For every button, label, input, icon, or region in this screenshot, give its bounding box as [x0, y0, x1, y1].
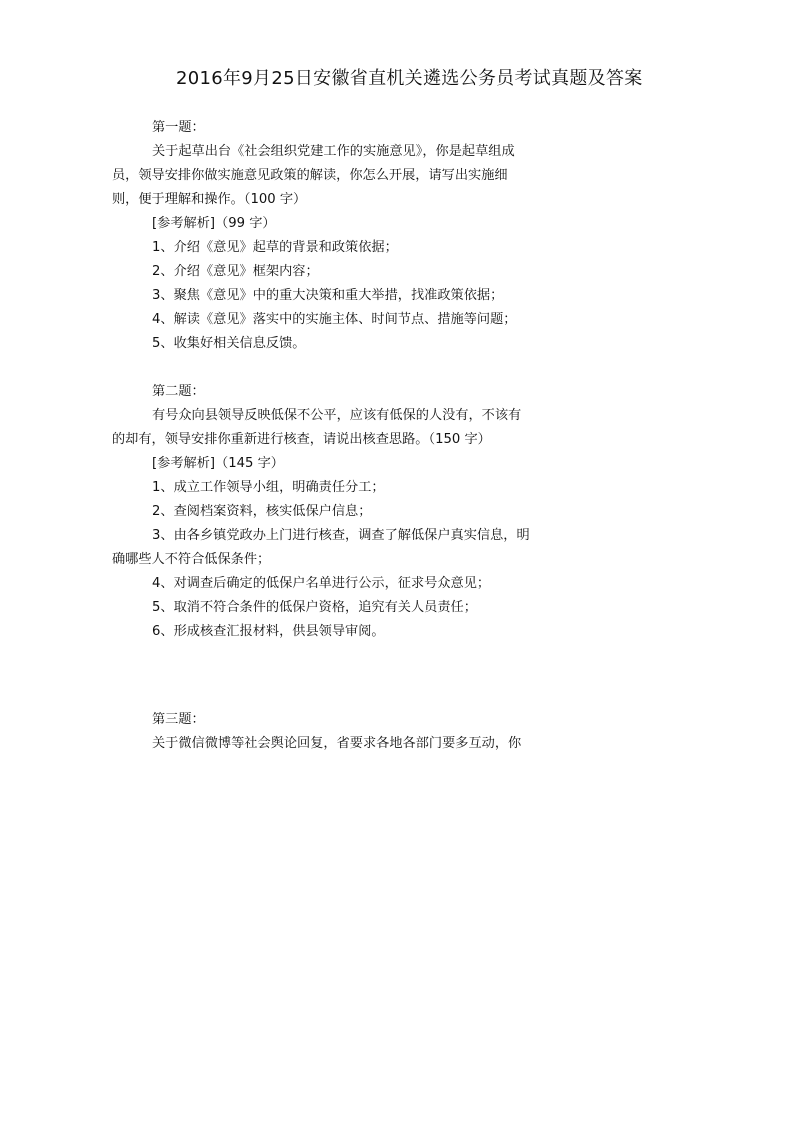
document-body — [112, 116, 552, 756]
q1-answer-heading: [参考解析]（99 字） — [152, 216, 276, 231]
q2-answer-item: 6、形成核查汇报材料，供县领导审阅。 — [152, 624, 385, 639]
q2-answer-item: 4、对调查后确定的低保户名单进行公示，征求号众意见； — [152, 576, 491, 591]
q1-answer-item: 1、介绍《意见》起草的背景和政策依据； — [152, 240, 398, 255]
q2-line: 有号众向县领导反映低保不公平，应该有低保的人没有，不该有 — [152, 408, 522, 423]
spacer — [112, 644, 552, 708]
q2-answer-item: 5、取消不符合条件的低保户资格，追究有关人员责任； — [152, 600, 477, 615]
q1-line: 员，领导安排你做实施意见政策的解读，你怎么开展，请写出实施细 — [112, 168, 508, 183]
q1-answer-item: 5、收集好相关信息反馈。 — [152, 336, 306, 351]
q1-answer-item: 2、介绍《意见》框架内容； — [152, 264, 319, 279]
q2-answer-item: 确哪些人不符合低保条件； — [112, 552, 271, 567]
q3-line: 关于微信微博等社会舆论回复，省要求各地各部门要多互动，你 — [152, 736, 522, 751]
q1-heading: 第一题： — [152, 120, 205, 135]
q2-answer-item: 1、成立工作领导小组，明确责任分工； — [152, 480, 385, 495]
q1-answer-item: 4、解读《意见》落实中的实施主体、时间节点、措施等问题； — [152, 312, 517, 327]
q2-answer-item: 3、由各乡镇党政办上门进行核查，调查了解低保户真实信息，明 — [152, 528, 530, 543]
q2-answer-heading: [参考解析]（145 字） — [152, 456, 284, 471]
q2-heading: 第二题： — [152, 384, 205, 399]
q1-answer-item: 3、聚焦《意见》中的重大决策和重大举措，找准政策依据； — [152, 288, 504, 303]
q2-line: 的却有，领导安排你重新进行核查，请说出核查思路。（150 字） — [112, 432, 491, 447]
q2-answer-item: 2、查阅档案资料，核实低保户信息； — [152, 504, 372, 519]
spacer — [112, 356, 552, 380]
q1-line: 关于起草出台《社会组织党建工作的实施意见》，你是起草组成 — [152, 144, 515, 159]
q3-heading: 第三题： — [152, 712, 205, 727]
document-title: 2016年9月25日安徽省直机关遴选公务员考试真题及答案 — [176, 68, 643, 89]
q1-line: 则，便于理解和操作。（100 字） — [112, 192, 307, 207]
